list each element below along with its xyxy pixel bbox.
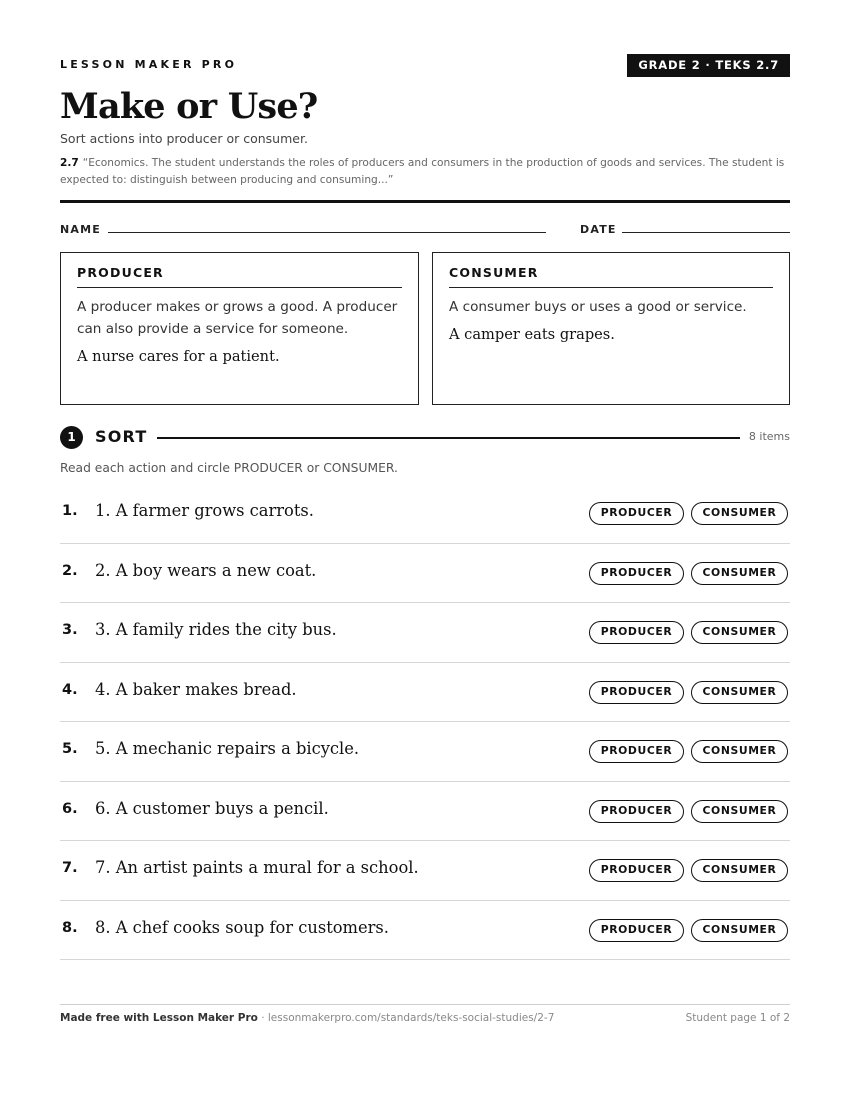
item-text: 7. An artist paints a mural for a school. xyxy=(95,858,419,877)
item-number: 1. xyxy=(62,503,78,519)
consumer-definition-box xyxy=(432,252,790,405)
footer-url[interactable]: lessonmakerpro.com/standards/teks-social-studies/2-7 xyxy=(267,1012,555,1024)
date-field[interactable] xyxy=(622,232,790,233)
item-number: 2. xyxy=(62,562,78,579)
consumer-description: A consumer buys or uses a good or service. xyxy=(449,299,747,315)
sort-item-list xyxy=(60,484,790,960)
producer-option[interactable]: PRODUCER xyxy=(589,740,684,763)
producer-option[interactable]: PRODUCER xyxy=(589,562,684,585)
producer-option[interactable]: PRODUCER xyxy=(589,621,684,644)
producer-example: A nurse cares for a patient. xyxy=(77,348,280,365)
item-text: 4. A baker makes bread. xyxy=(95,679,297,699)
page-title: Make or Use? xyxy=(60,86,318,127)
sort-item xyxy=(60,841,790,901)
item-text: 5. A mechanic repairs a bicycle. xyxy=(95,739,360,758)
producer-option[interactable]: PRODUCER xyxy=(589,919,684,942)
item-number: 4. xyxy=(62,681,78,698)
item-number: 3. xyxy=(62,622,78,638)
sort-item xyxy=(60,722,790,782)
brand-name: LESSON MAKER PRO xyxy=(60,58,238,71)
section-instruction: Read each action and circle PRODUCER or CONSUMER. xyxy=(60,461,398,475)
sort-item xyxy=(60,484,790,544)
producer-heading: PRODUCER xyxy=(77,265,402,288)
item-text: 3. A family rides the city bus. xyxy=(95,620,337,639)
item-text: 1. A farmer grows carrots. xyxy=(95,501,314,520)
section-title: SORT xyxy=(95,427,148,446)
consumer-heading: CONSUMER xyxy=(449,265,773,288)
item-number: 7. xyxy=(62,860,78,876)
sort-item xyxy=(60,663,790,723)
item-text: 8. A chef cooks soup for customers. xyxy=(95,917,389,937)
name-label: NAME xyxy=(60,223,101,236)
producer-option[interactable]: PRODUCER xyxy=(589,800,684,823)
worksheet-page xyxy=(60,0,790,1100)
date-label: DATE xyxy=(580,223,617,236)
footer-separator: · xyxy=(257,1012,268,1024)
standard-text: “Economics. The student understands the roles of producers and consumers in the production of goods and services. The student is expected to: distinguish between producing and consuming...” xyxy=(60,157,785,186)
sort-item xyxy=(60,901,790,961)
footer-divider xyxy=(60,1004,790,1005)
item-text: 6. A customer buys a pencil. xyxy=(95,798,329,818)
producer-option[interactable]: PRODUCER xyxy=(589,681,684,704)
item-number: 8. xyxy=(62,919,78,936)
item-count: 8 items xyxy=(748,430,790,443)
header-divider xyxy=(60,200,790,203)
consumer-option[interactable]: CONSUMER xyxy=(691,859,788,882)
producer-option[interactable]: PRODUCER xyxy=(589,859,684,882)
sort-item xyxy=(60,782,790,842)
page-subtitle: Sort actions into producer or consumer. xyxy=(60,131,308,146)
name-field[interactable] xyxy=(108,232,546,233)
consumer-option[interactable]: CONSUMER xyxy=(691,621,788,644)
footer-made-with: Made free with Lesson Maker Pro xyxy=(60,1012,258,1024)
footer-credit xyxy=(60,1012,554,1024)
grade-standard-badge: GRADE 2 · TEKS 2.7 xyxy=(627,54,790,77)
standard-code: 2.7 xyxy=(60,157,79,169)
sort-item xyxy=(60,603,790,663)
consumer-example: A camper eats grapes. xyxy=(449,326,615,343)
consumer-option[interactable]: CONSUMER xyxy=(691,562,788,585)
section-number-badge: 1 xyxy=(60,426,83,449)
standard-description xyxy=(60,155,790,189)
producer-description: A producer makes or grows a good. A producer can also provide a service for someone. xyxy=(77,299,398,337)
item-text: 2. A boy wears a new coat. xyxy=(95,560,317,580)
sort-item xyxy=(60,544,790,604)
producer-definition-box xyxy=(60,252,419,405)
producer-option[interactable]: PRODUCER xyxy=(589,502,684,525)
consumer-option[interactable]: CONSUMER xyxy=(691,919,788,942)
item-number: 5. xyxy=(62,741,78,757)
consumer-option[interactable]: CONSUMER xyxy=(691,681,788,704)
consumer-option[interactable]: CONSUMER xyxy=(691,800,788,823)
consumer-option[interactable]: CONSUMER xyxy=(691,502,788,525)
section-divider xyxy=(157,437,740,439)
consumer-option[interactable]: CONSUMER xyxy=(691,740,788,763)
footer-page-number: Student page 1 of 2 xyxy=(685,1012,790,1024)
item-number: 6. xyxy=(62,800,78,817)
sort-section-header xyxy=(60,425,790,449)
